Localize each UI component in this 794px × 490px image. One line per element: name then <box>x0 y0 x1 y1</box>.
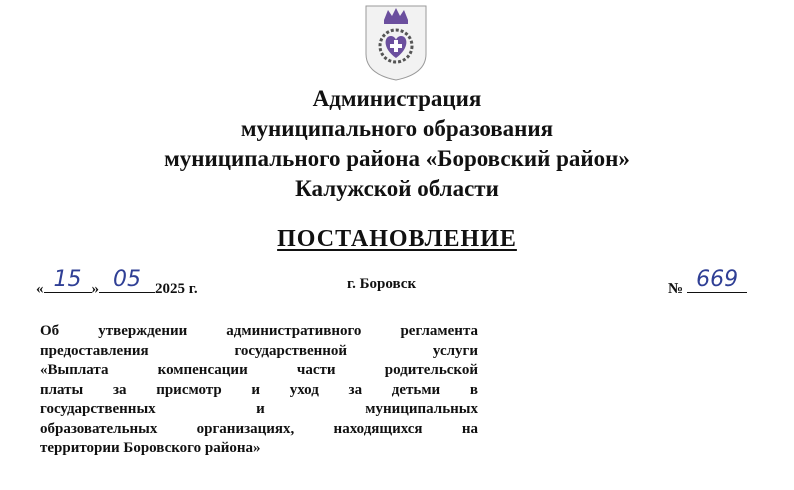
document-subject <box>40 322 478 459</box>
document-title <box>0 226 794 253</box>
document-number <box>668 267 747 298</box>
date-month-handwritten: 05 <box>113 267 141 292</box>
date-month-field <box>99 267 155 293</box>
subject-line: Об утверждении административного регламента <box>40 323 478 339</box>
date-day-handwritten: 15 <box>53 267 82 292</box>
number-handwritten: 669 <box>696 267 739 292</box>
subject-line: платы за присмотр и уход за детьми в <box>40 381 478 398</box>
date-close-quote: » <box>91 281 99 297</box>
coat-of-arms-emblem <box>362 2 430 82</box>
subject-line: государственных и муниципальных <box>40 401 478 417</box>
authority-line-2: муниципального образования <box>240 116 554 141</box>
authority-line-1: Администрация <box>312 86 482 111</box>
subject-line: предоставления государственной услуги <box>40 342 478 359</box>
document-date <box>36 267 198 298</box>
authority-line-3: муниципального района «Боровский район» <box>164 146 630 171</box>
coat-of-arms-icon <box>362 2 430 82</box>
authority-line-4: Калужской области <box>295 176 499 201</box>
subject-line: территории Боровского района» <box>40 440 261 456</box>
date-year: 2025 г. <box>155 281 198 297</box>
subject-line: «Выплата компенсации части родительской <box>40 362 478 378</box>
number-label: № <box>668 281 684 297</box>
date-open-quote: « <box>36 281 44 297</box>
document-title-text: ПОСТАНОВЛЕНИЕ <box>277 226 517 252</box>
document-city: г. Боровск <box>347 276 417 292</box>
issuing-authority <box>0 84 794 204</box>
subject-line: образовательных организациях, находящихся на <box>40 420 478 437</box>
number-field <box>687 267 747 293</box>
date-day-field <box>44 267 92 293</box>
